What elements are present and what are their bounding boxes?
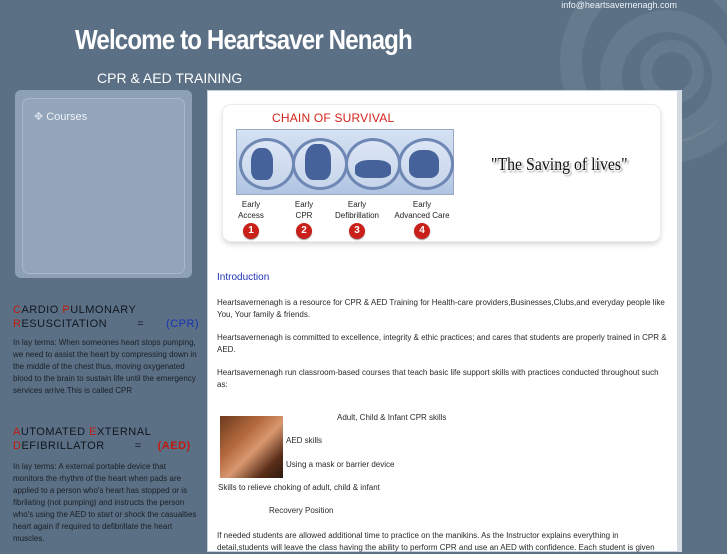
step-label-cpr: Early CPR	[294, 200, 314, 220]
nav-item-courses[interactable]	[34, 110, 87, 123]
site-title: Welcome to Heartsaver Nenagh	[75, 24, 412, 55]
step-number-badge: 4	[414, 223, 430, 239]
aed-term-line2: DEFIBRILLATOR = (AED)	[13, 440, 191, 452]
skill-item: Adult, Child & Infant CPR skills	[337, 413, 447, 422]
person-figure	[355, 160, 391, 178]
practice-paragraph: If needed students are allowed additional time to practice on the manikins. As the Instructor explains everything in detail,students will leave the class having the ability to perform CPR and use an AED with confidence. Each student is given	[217, 531, 655, 552]
cpr-abbreviation: (CPR)	[166, 318, 200, 330]
step-label-advanced-care: Early Advanced Care	[394, 200, 450, 220]
slogan: "The Saving of lives"	[491, 154, 628, 174]
cpr-training-photo	[220, 416, 283, 478]
banner-title: CHAIN OF SURVIVAL	[272, 111, 395, 125]
cpr-lay-terms: In lay terms: When someones heart stops pumping, we need to assist the heart by compressing down in the middle of the chest thus, moving oxygenated blood to the brain to sustain life until the emergency services arrive.This is called CPR	[13, 338, 197, 395]
chain-of-survival-illustration	[236, 129, 454, 195]
aed-abbreviation: (AED)	[157, 440, 191, 452]
skill-item: Recovery Position	[269, 506, 334, 515]
courses-paragraph: Heartsavernenagh run classroom-based courses that teach basic life support skills with practices conducted throughout such as:	[217, 368, 659, 389]
cpr-definition	[13, 303, 199, 397]
contact-email[interactable]: info@heartsavernenagh.com	[561, 0, 677, 10]
step-number-badge: 2	[296, 223, 312, 239]
step-label-access: Early Access	[238, 200, 264, 220]
introduction-heading: Introduction	[217, 272, 270, 283]
person-figure	[251, 148, 273, 180]
person-figure	[305, 144, 331, 180]
aed-term-line1: AUTOMATED EXTERNAL	[13, 426, 152, 438]
person-figure	[409, 150, 439, 178]
skill-item: AED skills	[286, 436, 323, 445]
aed-definition	[13, 425, 198, 545]
site-subtitle: CPR & AED TRAINING	[97, 70, 243, 86]
step-label-defibrillation: Early Defibrillation	[334, 200, 380, 220]
bullet-icon: ✥	[34, 111, 44, 123]
cpr-term-line1: CARDIO PULMONARY	[13, 304, 137, 316]
intro-paragraph: Heartsavernenagh is a resource for CPR & AED Training for Health-care providers,Businesses,Clubs,and everyday people like You, Your family & friends.	[217, 298, 665, 319]
skill-item: Skills to relieve choking of adult, child & infant	[218, 483, 380, 492]
cpr-term-line2: RESUSCITATION = (CPR)	[13, 318, 200, 330]
skill-item: Using a mask or barrier device	[286, 460, 395, 469]
nav-item-label: Courses	[46, 110, 88, 123]
step-number-badge: 3	[349, 223, 365, 239]
sidebar-nav-box	[22, 98, 185, 274]
step-number-badge: 1	[243, 223, 259, 239]
commitment-paragraph: Heartsavernenagh is committed to excellence, integrity & ethic practices; and cares that students are properly trained in CPR & AED.	[217, 333, 667, 354]
aed-lay-terms: In lay terms: A external portable device that monitors the rhythm of the heart when pads are applied to a person who's heart has stopped or is fibrilating (not pumping) and instructs the person who's using the AED to start or shock the casualties heart again if required to defibrillate the heart muscles.	[13, 462, 197, 543]
